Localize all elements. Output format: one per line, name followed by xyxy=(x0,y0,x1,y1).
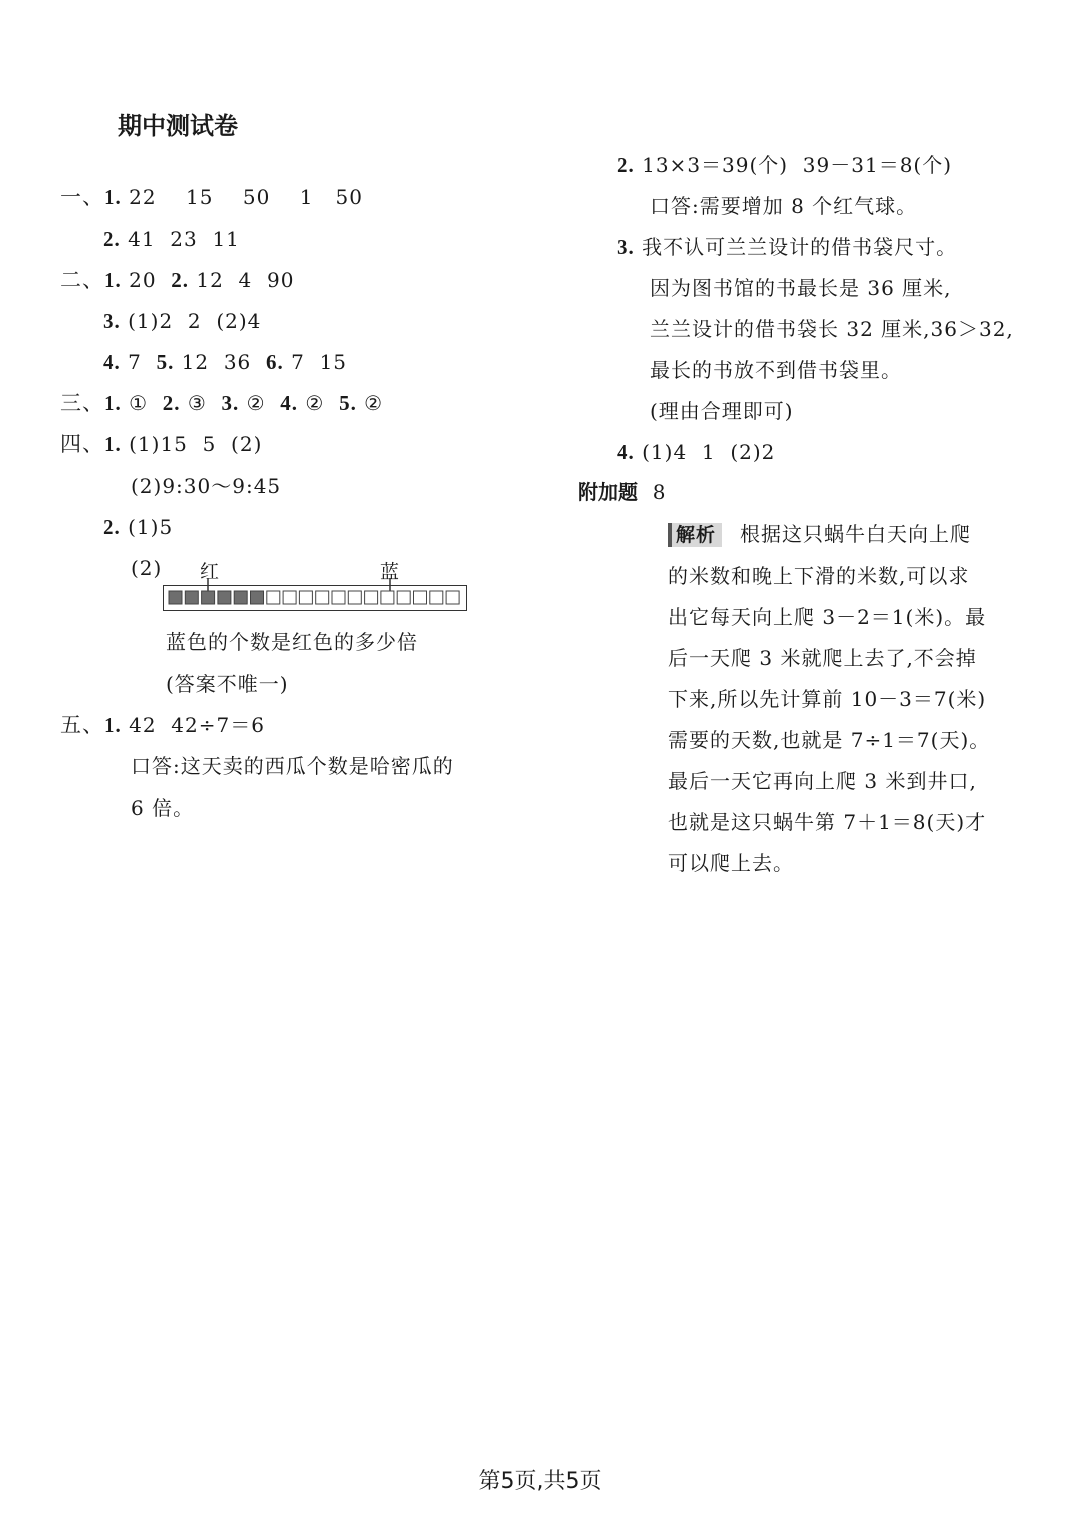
answer-s2-row3 xyxy=(103,350,347,374)
answer-text: 42 42÷7＝6 xyxy=(129,713,265,737)
answer-r3 xyxy=(617,235,957,259)
answer-text: (1)2 2 (2)4 xyxy=(128,309,262,333)
answer-text: 7 15 xyxy=(291,350,348,374)
squares-frame xyxy=(163,585,467,611)
question-number: 2. xyxy=(103,227,121,251)
analysis-text: 根据这只蜗牛白天向上爬 xyxy=(740,522,972,546)
answer-text: (1)5 xyxy=(128,515,174,539)
answer-text: ② xyxy=(364,391,384,415)
answer-text: ① xyxy=(129,391,149,415)
red-label: 红 xyxy=(200,561,220,583)
analysis-line-9: 可以爬上去。 xyxy=(668,851,794,875)
question-number: 2. xyxy=(162,391,181,415)
question-number: 3. xyxy=(221,391,240,415)
answer-r4 xyxy=(617,440,775,464)
question-number: 4. xyxy=(280,391,299,415)
question-number: 1. xyxy=(104,391,122,415)
diagram-question: 蓝色的个数是红色的多少倍 xyxy=(166,630,418,654)
answer-text: 我不认可兰兰设计的借书袋尺寸。 xyxy=(642,235,958,259)
question-number: 2. xyxy=(103,515,121,539)
blue-label: 蓝 xyxy=(380,561,400,583)
question-number: 2. xyxy=(171,268,190,292)
answer-text: 12 36 xyxy=(181,350,252,374)
question-number: 5. xyxy=(339,391,357,415)
question-number: 1. xyxy=(104,432,122,456)
section-label: 五、 xyxy=(60,713,104,737)
answer-s5-1 xyxy=(60,713,265,737)
question-number: 3. xyxy=(103,309,121,333)
answer-text: ② xyxy=(246,391,266,415)
question-number: 4. xyxy=(617,440,635,464)
analysis-line-7: 最后一天它再向上爬 3 米到井口, xyxy=(668,769,977,793)
answer-text: 20 xyxy=(129,268,157,292)
section-label: 一、 xyxy=(60,185,104,209)
answer-text: ② xyxy=(305,391,325,415)
extra-question xyxy=(578,480,666,504)
answer-text: ③ xyxy=(187,391,207,415)
question-number: 1. xyxy=(104,185,122,209)
answer-text: (1)4 1 (2)2 xyxy=(642,440,776,464)
extra-answer: 8 xyxy=(652,480,667,504)
analysis-line-5: 下来,所以先计算前 10－3＝7(米) xyxy=(668,687,987,711)
answer-s4-1 xyxy=(60,432,262,456)
answer-s2-row1 xyxy=(60,268,294,292)
question-number: 5. xyxy=(156,350,175,374)
page-title: 期中测试卷 xyxy=(118,112,238,140)
answer-s4-1b: (2)9:30～9:45 xyxy=(131,474,282,498)
answer-s1-2 xyxy=(103,227,240,251)
analysis-line-3: 出它每天向上爬 3－2＝1(米)。最 xyxy=(668,605,987,629)
answer-text: 41 23 11 xyxy=(128,227,240,251)
answer-text: 7 xyxy=(128,350,142,374)
analysis-line-8: 也就是这只蜗牛第 7＋1＝8(天)才 xyxy=(668,810,987,834)
answer-text: 22 15 50 1 50 xyxy=(129,185,363,209)
answer-s4-2b-prefix: (2) xyxy=(131,556,163,580)
answer-r2 xyxy=(617,153,952,177)
answer-s2-3 xyxy=(103,309,261,333)
answer-s1-1 xyxy=(60,185,363,209)
answer-s5-oral-1: 口答:这天卖的西瓜个数是哈密瓜的 xyxy=(131,754,454,778)
section-label: 四、 xyxy=(60,432,104,456)
question-number: 1. xyxy=(104,268,122,292)
question-number: 4. xyxy=(103,350,121,374)
answer-r3-line1: 因为图书馆的书最长是 36 厘米, xyxy=(650,276,952,300)
answer-text: 12 4 90 xyxy=(196,268,295,292)
question-number: 1. xyxy=(104,713,122,737)
analysis-line-6: 需要的天数,也就是 7÷1＝7(天)。 xyxy=(668,728,991,752)
answer-r3-line2: 兰兰设计的借书袋长 32 厘米,36＞32, xyxy=(650,317,1014,341)
answer-text: (1)15 5 (2) xyxy=(129,432,263,456)
analysis-line-1 xyxy=(668,522,971,547)
extra-label: 附加题 xyxy=(578,480,638,504)
question-number: 6. xyxy=(266,350,284,374)
answer-s3 xyxy=(60,391,383,415)
answer-s5-oral-2: 6 倍。 xyxy=(131,796,195,820)
answer-r3-line4: (理由合理即可) xyxy=(650,399,794,423)
section-label: 二、 xyxy=(60,268,104,292)
analysis-line-4: 后一天爬 3 米就爬上去了,不会掉 xyxy=(668,646,977,670)
answer-r3-line3: 最长的书放不到借书袋里。 xyxy=(650,358,902,382)
answer-text: 13×3＝39(个) 39－31＝8(个) xyxy=(642,153,953,177)
analysis-line-2: 的米数和晚上下滑的米数,可以求 xyxy=(668,564,970,588)
answer-s4-2 xyxy=(103,515,173,539)
page-footer: 第5页,共5页 xyxy=(478,1469,602,1494)
diagram-note: (答案不唯一) xyxy=(166,672,289,696)
question-number: 2. xyxy=(617,153,635,177)
question-number: 3. xyxy=(617,235,635,259)
answer-r2-oral: 口答:需要增加 8 个红气球。 xyxy=(650,194,918,218)
analysis-tag: 解析 xyxy=(668,523,722,547)
section-label: 三、 xyxy=(60,391,104,415)
